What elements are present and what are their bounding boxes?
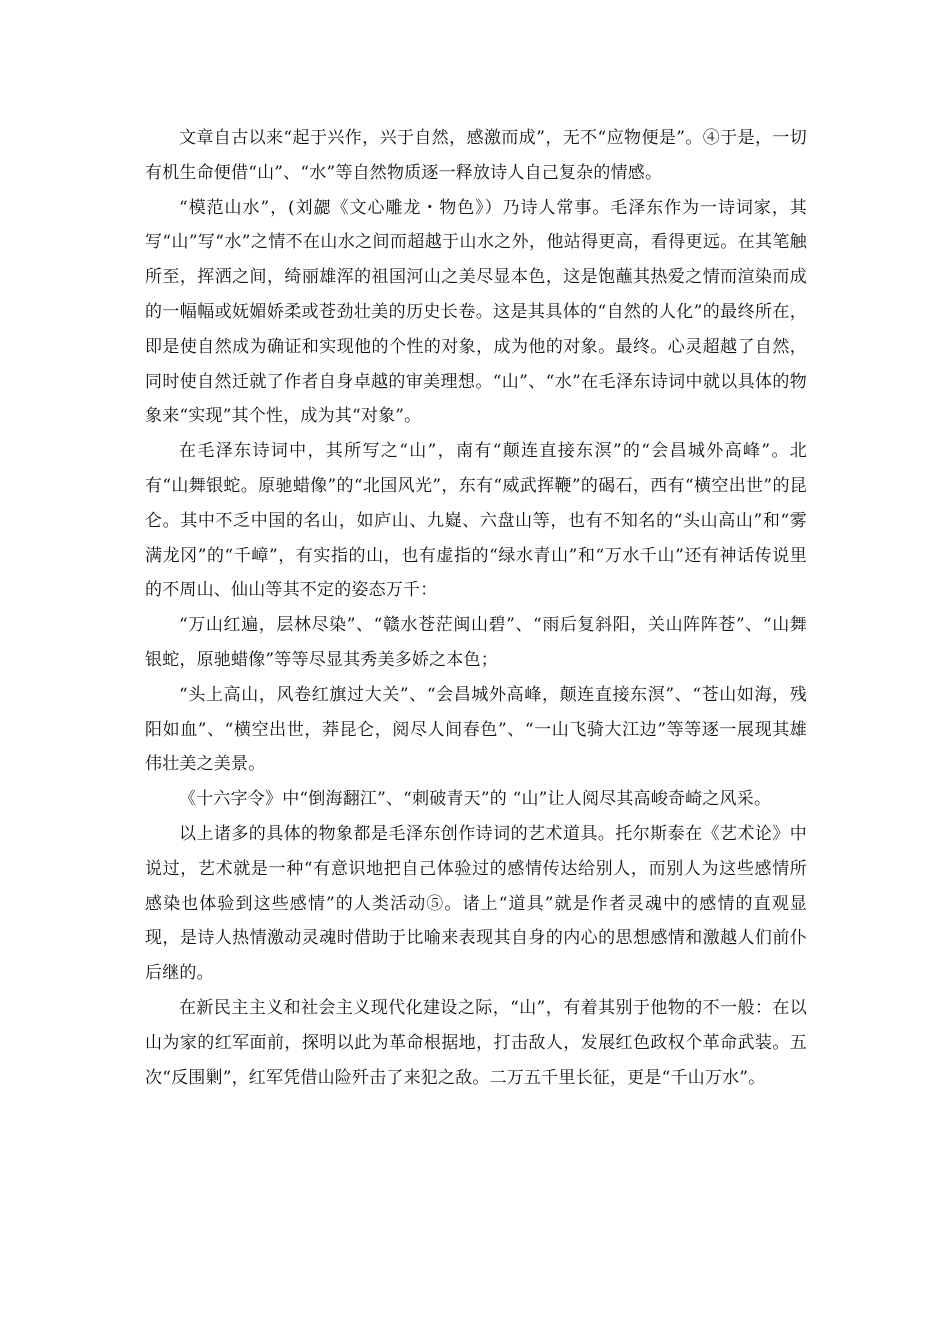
paragraph-2: “模范山水”，(刘勰《文心雕龙・物色》）乃诗人常事。毛泽东作为一诗词家，其写“山”写“水”之情不在山水之间而超越于山水之外，他站得更高，看得更远。在其笔触所至，挥洒之间，绮丽雄浑的祖国河山之美尽显本色，这是饱蘸其热爱之情而渲染而成的一幅幅或妩媚娇柔或苍劲壮美的历史长卷。这是其具体的“自然的人化”的最终所在，即是使自然成为确证和实现他的个性的对象，成为他的对象。最终。心灵超越了自然，同时使自然迁就了作者自身卓越的审美理想。“山”、“水”在毛泽东诗词中就以具体的物象来“实现”其个性，成为其“对象”。 <box>145 197 807 427</box>
paragraph-8: 在新民主主义和社会主义现代化建设之际，“山”，有着其别于他物的不一般：在以山为家的红军面前，探明以此为革命根据地，打击敌人，发展红色政权个革命武装。五次“反围剿”，红军凭借山险歼击了来犯之敌。二万五千里长征，更是“千山万水”。 <box>145 997 807 1088</box>
paragraph-4: “万山红遍，层林尽染”、“赣水苍茫闽山碧”、“雨后复斜阳，关山阵阵苍”、“山舞银蛇，原驰蜡像”等等尽显其秀美多娇之本色； <box>145 615 807 670</box>
paragraph-3: 在毛泽东诗词中，其所写之“山”，南有“颠连直接东溟”的“会昌城外高峰”。北有“山舞银蛇。原驰蜡像”的“北国风光”，东有“威武挥鞭”的碣石，西有“横空出世”的昆仑。其中不乏中国的名山，如庐山、九嶷、六盘山等，也有不知名的“头山高山”和“雾满龙冈”的“千嶂”，有实指的山，也有虚指的“绿水青山”和“万水千山”还有神话传说里的不周山、仙山等其不定的姿态万千： <box>145 441 807 601</box>
paragraph-1: 文章自古以来“起于兴作，兴于自然，感激而成”，无不“应物便是”。④于是，一切有机生命便借“山”、“水”等自然物质逐一释放诗人自己复杂的情感。 <box>145 128 807 183</box>
paragraph-5: “头上高山，风卷红旗过大关”、“会昌城外高峰，颠连直接东溟”、“苍山如海，残阳如血”、“横空出世，莽昆仑，阅尽人间春色”、“一山飞骑大江边”等等逐一展现其雄伟壮美之美景。 <box>145 684 807 775</box>
document-body <box>145 121 807 1095</box>
paragraph-6: 《十六字令》中“倒海翻江”、“刺破青天”的 “山”让人阅尽其高峻奇崎之风采。 <box>179 789 772 810</box>
paragraph-7: 以上诸多的具体的物象都是毛泽东创作诗词的艺术道具。托尔斯泰在《艺术论》中说过，艺术就是一种“有意识地把自己体验过的感情传达给别人，而别人为这些感情所感染也体验到这些感情”的人类活动⑤。诸上“道具”就是作者灵魂中的感情的直观显现，是诗人热情激动灵魂时借助于比喻来表现其自身的内心的思想感情和激越人们前仆后继的。 <box>145 823 807 984</box>
